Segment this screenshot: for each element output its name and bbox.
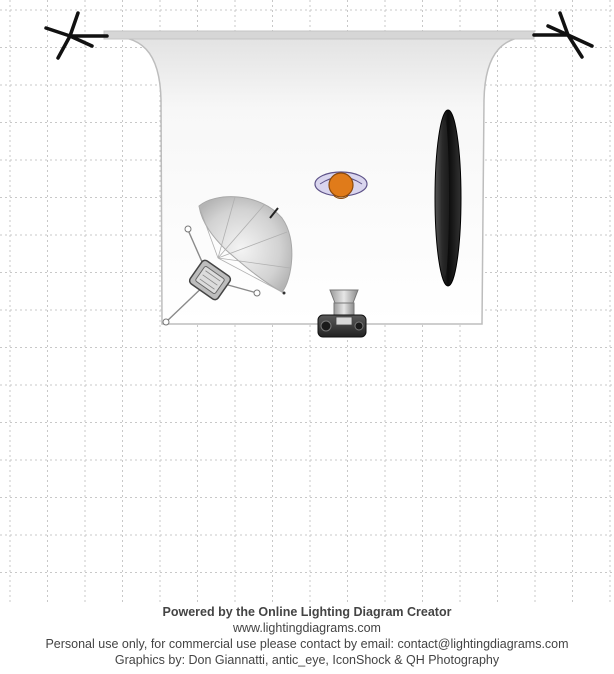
license-text: Personal use only, for commercial use please contact by email: contact@lightingdiagrams.com bbox=[45, 637, 569, 651]
footer bbox=[0, 604, 614, 668]
background-stand-right[interactable] bbox=[534, 13, 592, 57]
website-link[interactable]: www.lightingdiagrams.com bbox=[233, 621, 381, 635]
background-stand-left[interactable] bbox=[46, 13, 107, 58]
credits-text: Graphics by: Don Giannatti, antic_eye, IconShock & QH Photography bbox=[114, 653, 500, 667]
black-flag-reflector[interactable] bbox=[435, 110, 461, 286]
powered-by-text: Powered by the Online Lighting Diagram Creator bbox=[162, 605, 452, 619]
